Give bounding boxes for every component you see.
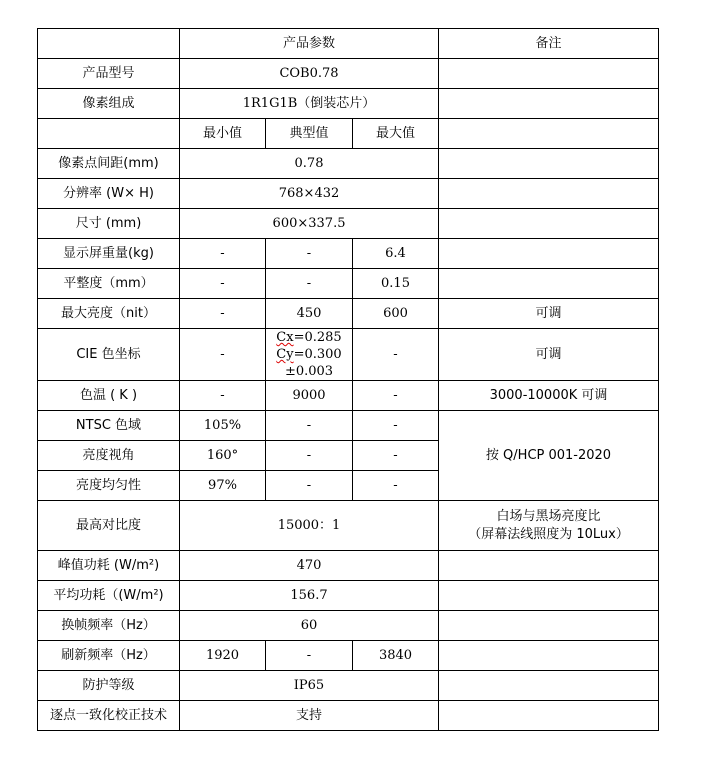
subheader-note-empty [439,119,659,149]
row-calibration [38,701,659,731]
max-colortemp: - [353,381,439,411]
label-ip: 防护等级 [38,671,180,701]
max-ntsc: - [353,411,439,441]
label-ntsc: NTSC 色域 [38,411,180,441]
value-ip: IP65 [180,671,439,701]
note-model [439,59,659,89]
value-size: 600×337.5 [180,209,439,239]
note-weight [439,239,659,269]
cy-prefix: Cy [276,347,294,362]
typ-refresh-rate: - [266,641,353,671]
subheader-typ: 典型值 [266,119,353,149]
min-ntsc: 105% [180,411,266,441]
header-row [38,29,659,59]
row-size [38,209,659,239]
value-calibration: 支持 [180,701,439,731]
typ-cie-cy [268,346,350,363]
typ-colortemp: 9000 [266,381,353,411]
label-weight: 显示屏重量(kg) [38,239,180,269]
label-avg-power: 平均功耗（(W/m²) [38,581,180,611]
min-weight: - [180,239,266,269]
subheader-row [38,119,659,149]
row-peak-power [38,551,659,581]
label-brightness: 最大亮度（nit） [38,299,180,329]
note-brightness: 可调 [439,299,659,329]
cy-value: =0.300 [293,347,342,362]
row-avg-power [38,581,659,611]
value-avg-power: 156.7 [180,581,439,611]
row-pixel [38,89,659,119]
label-pitch: 像素点间距(mm) [38,149,180,179]
label-pixel: 像素组成 [38,89,180,119]
value-frame-rate: 60 [180,611,439,641]
min-brightness: - [180,299,266,329]
note-peak-power [439,551,659,581]
label-contrast: 最高对比度 [38,501,180,551]
row-refresh-rate [38,641,659,671]
max-cie: - [353,329,439,381]
note-size [439,209,659,239]
min-cie: - [180,329,266,381]
note-calibration [439,701,659,731]
subheader-empty [38,119,180,149]
note-cie: 可调 [439,329,659,381]
label-model: 产品型号 [38,59,180,89]
row-flatness [38,269,659,299]
note-colortemp: 3000-10000K 可调 [439,381,659,411]
note-contrast-line2: （屏幕法线照度为 10Lux） [468,526,629,542]
note-standard: 按 Q/HCP 001-2020 [439,411,659,501]
header-empty [38,29,180,59]
label-peak-power: 峰值功耗 (W/m²) [38,551,180,581]
min-viewangle: 160° [180,441,266,471]
min-refresh-rate: 1920 [180,641,266,671]
typ-flatness: - [266,269,353,299]
subheader-min: 最小值 [180,119,266,149]
header-param: 产品参数 [180,29,439,59]
value-pixel: 1R1G1B（倒装芯片） [180,89,439,119]
row-ip [38,671,659,701]
row-resolution [38,179,659,209]
note-avg-power [439,581,659,611]
label-flatness: 平整度（mm） [38,269,180,299]
label-frame-rate: 换帧频率（Hz） [38,611,180,641]
typ-brightness: 450 [266,299,353,329]
row-cie [38,329,659,381]
header-note: 备注 [439,29,659,59]
row-colortemp [38,381,659,411]
note-resolution [439,179,659,209]
cx-prefix: Cx [276,330,294,345]
subheader-max: 最大值 [353,119,439,149]
label-uniformity: 亮度均匀性 [38,471,180,501]
max-weight: 6.4 [353,239,439,269]
label-colortemp: 色温 ( K ) [38,381,180,411]
value-model: COB0.78 [180,59,439,89]
typ-viewangle: - [266,441,353,471]
note-ip [439,671,659,701]
max-viewangle: - [353,441,439,471]
row-ntsc [38,411,659,441]
label-cie: CIE 色坐标 [38,329,180,381]
value-contrast: 15000：1 [180,501,439,551]
value-peak-power: 470 [180,551,439,581]
max-refresh-rate: 3840 [353,641,439,671]
row-brightness [38,299,659,329]
max-flatness: 0.15 [353,269,439,299]
cx-value: =0.285 [293,330,342,345]
label-resolution: 分辨率 (W× H) [38,179,180,209]
note-flatness [439,269,659,299]
note-contrast [439,501,659,551]
typ-cie-cx [268,329,350,346]
typ-ntsc: - [266,411,353,441]
label-size: 尺寸 (mm) [38,209,180,239]
note-refresh-rate [439,641,659,671]
note-frame-rate [439,611,659,641]
note-pitch [439,149,659,179]
spec-table [37,28,659,731]
row-frame-rate [38,611,659,641]
max-uniformity: - [353,471,439,501]
note-contrast-line1: 白场与黑场亮度比 [496,508,601,524]
value-resolution: 768×432 [180,179,439,209]
label-viewangle: 亮度视角 [38,441,180,471]
row-contrast [38,501,659,551]
max-brightness: 600 [353,299,439,329]
min-uniformity: 97% [180,471,266,501]
typ-uniformity: - [266,471,353,501]
typ-cie [266,329,353,381]
label-refresh-rate: 刷新频率（Hz） [38,641,180,671]
note-pixel [439,89,659,119]
min-flatness: - [180,269,266,299]
typ-weight: - [266,239,353,269]
row-model [38,59,659,89]
typ-cie-tol: ±0.003 [284,364,334,379]
row-weight [38,239,659,269]
row-pitch [38,149,659,179]
value-pitch: 0.78 [180,149,439,179]
min-colortemp: - [180,381,266,411]
label-calibration: 逐点一致化校正技术 [38,701,180,731]
